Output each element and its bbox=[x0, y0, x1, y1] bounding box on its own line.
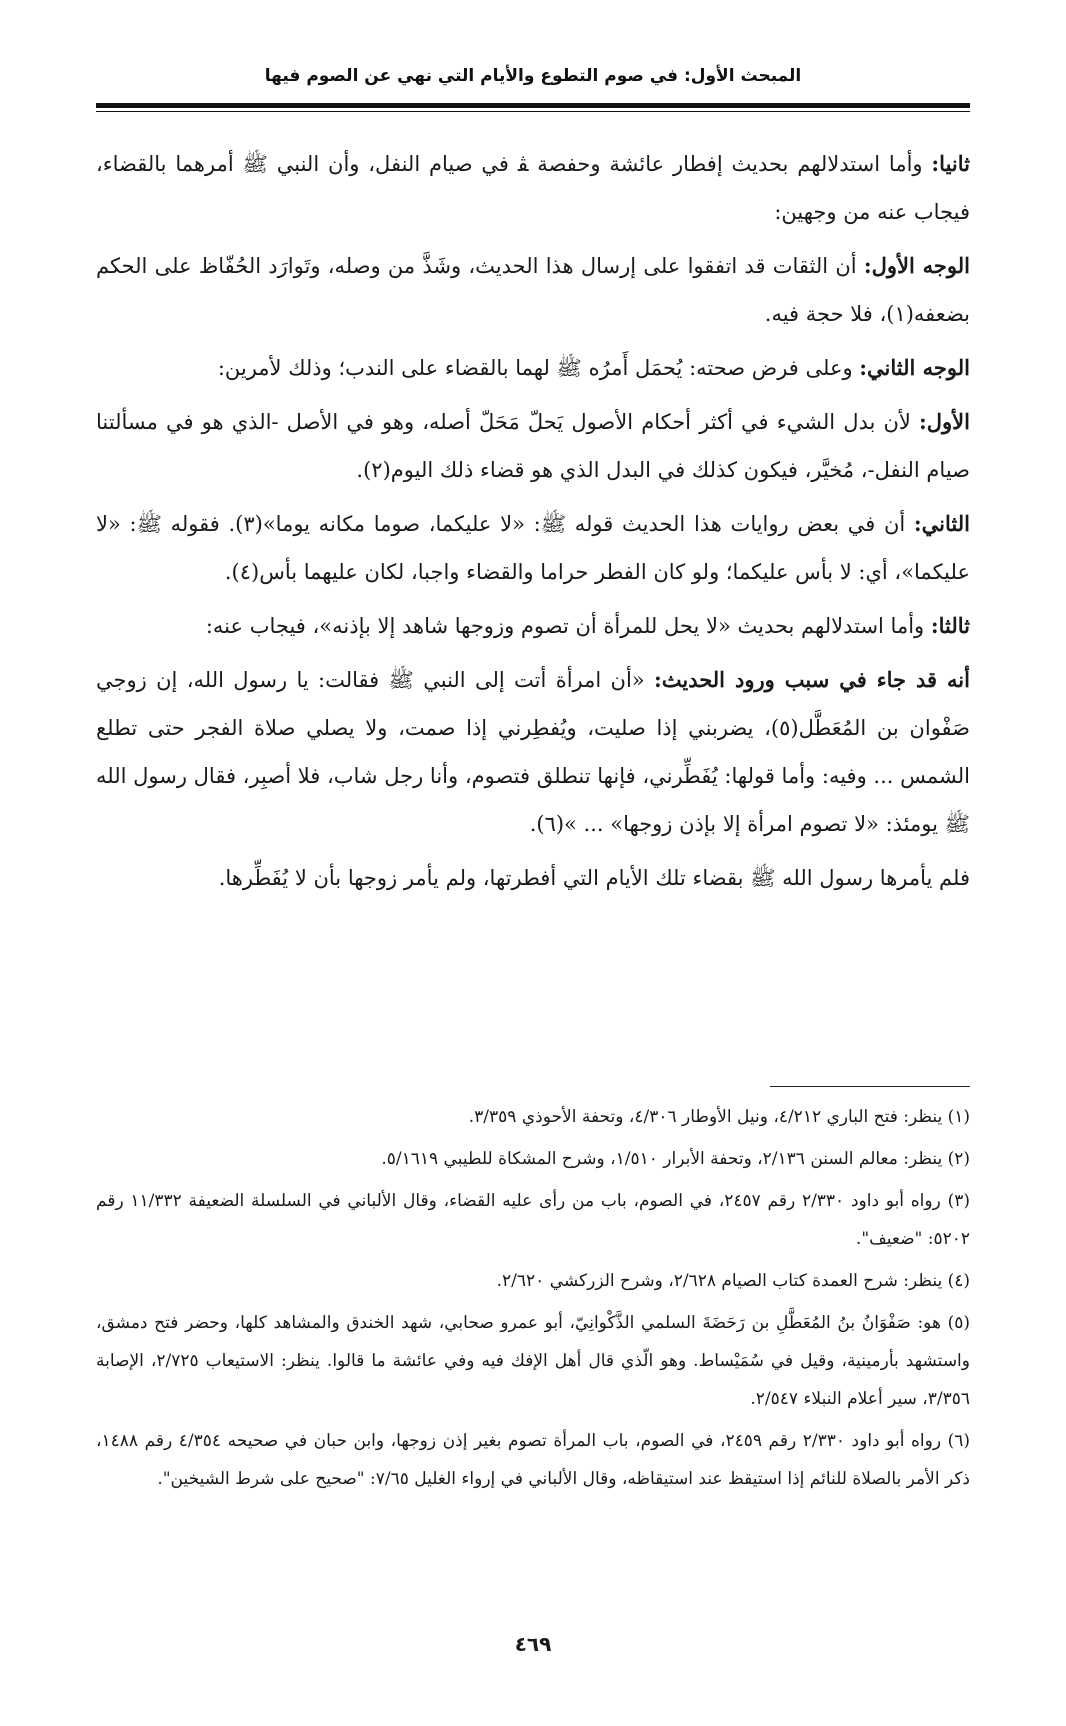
paragraph bbox=[96, 500, 970, 596]
running-header: المبحث الأول: في صوم التطوع والأيام التي نهي عن الصوم فيها bbox=[264, 66, 802, 86]
footnote: (١) ينظر: فتح الباري ٤/٢١٢، ونيل الأوطار ٤/٣٠٦، وتحفة الأحوذي ٣/٣٥٩. bbox=[468, 1107, 970, 1127]
paragraph bbox=[96, 242, 970, 338]
paragraph bbox=[96, 344, 970, 392]
paragraph-lead: ثالثا: bbox=[930, 613, 970, 638]
footnote: (٦) رواه أبو داود ٢/٣٣٠ رقم ٢٤٥٩، في الصوم، باب المرأة تصوم بغير إذن زوجها، وابن حبان في صحيحه ٤/٣٥٤ رقم ١٤٨٨، ذكر الأمر بالصلاة للنائم إذا استيقظ عند استيقاظه، وقال الألباني في إرواء الغليل ٧/٦٥: "صحيح على شرط الشيخين". bbox=[96, 1431, 970, 1489]
paragraph bbox=[96, 398, 970, 494]
main-text bbox=[96, 140, 970, 908]
footnote: (٢) ينظر: معالم السنن ٢/١٣٦، وتحفة الأبرار ١/٥١٠، وشرح المشكاة للطيبي ٥/١٦١٩. bbox=[381, 1149, 970, 1169]
paragraph-text: «أن امرأة أتت إلى النبي ﷺ فقالت: يا رسول الله، إن زوجي صَفْوان بن المُعَطَّل(٥)، يضربني إذا صليت، ويُفطِرني إذا صمت، ولا يصلي صلاة الفجر حتى تطلع الشمس ... وفيه: وأما قولها: يُفَطِّرني، فإنها تنطلق فتصوم، وأنا رجل شاب، فلا أصبِر، فقال رسول الله ﷺ يومئذ: «لا تصوم امرأة إلا بإذن زوجها» ... »(٦). bbox=[96, 668, 970, 836]
footnote-separator bbox=[770, 1086, 970, 1087]
paragraph-lead: الأول: bbox=[919, 409, 970, 434]
footnote: (٥) هو: صَفْوَانُ بنُ المُعَطَّلِ بن رَحَضَةَ السلمي الذَّكْوانِيّ، أبو عمرو صحابي، شهد الخندق والمشاهد كلها، وحضر فتح دمشق، واستشهد بأرمينية، وقيل في سُمَيْساط. وهو الّذي قال أهل الإفك فيه وفي عائشة ما قالوا. ينظر: الاستيعاب ٢/٧٢٥، الإصابة ٣/٣٥٦، سير أعلام النبلاء ٢/٥٤٧. bbox=[96, 1313, 970, 1409]
paragraph-lead: ثانيا: bbox=[931, 151, 970, 176]
paragraph-text: أن في بعض روايات هذا الحديث قوله ﷺ: «لا عليكما، صوما مكانه يوما»(٣). فقوله ﷺ: «لا عليكما»، أي: لا بأس عليكما؛ ولو كان الفطر حراما والقضاء واجبا، لكان عليهما بأس(٤). bbox=[96, 512, 970, 584]
footnote: (٣) رواه أبو داود ٢/٣٣٠ رقم ٢٤٥٧، في الصوم، باب من رأى عليه القضاء، وقال الألباني في السلسلة الضعيفة ١١/٣٣٢ رقم ٥٢٠٢: "ضعيف". bbox=[96, 1191, 970, 1249]
paragraph-text: وأما استدلالهم بحديث «لا يحل للمرأة أن تصوم وزوجها شاهد إلا بإذنه»، فيجاب عنه: bbox=[205, 614, 931, 638]
paragraph-lead: أنه قد جاء في سبب ورود الحديث: bbox=[653, 667, 970, 692]
paragraph-lead: الوجه الأول: bbox=[863, 253, 970, 278]
paragraph-text: أن الثقات قد اتفقوا على إرسال هذا الحديث، وشَذَّ من وصله، وتَوارَد الحُفّاظ على الحكم بضعفه(١)، فلا حجة فيه. bbox=[96, 254, 970, 326]
page-number: ٤٦٩ bbox=[514, 1632, 552, 1656]
paragraph bbox=[96, 854, 970, 902]
paragraph bbox=[96, 602, 970, 650]
paragraph-text: لأن بدل الشيء في أكثر أحكام الأصول يَحلّ مَحَلّ أصله، وهو في الأصل -الذي هو في مسألتنا صيام النفل-، مُخيَّر، فيكون كذلك في البدل الذي هو قضاء ذلك اليوم(٢). bbox=[96, 410, 970, 482]
paragraph-lead: الوجه الثاني: bbox=[859, 355, 970, 380]
paragraph-text: وعلى فرض صحته: يُحمَل أَمرُه ﷺ لهما بالقضاء على الندب؛ وذلك لأمرين: bbox=[217, 356, 860, 380]
footnote: (٤) ينظر: شرح العمدة كتاب الصيام ٢/٦٢٨، وشرح الزركشي ٢/٦٢٠. bbox=[496, 1271, 970, 1291]
header-rule bbox=[96, 103, 970, 108]
paragraph-lead: الثاني: bbox=[913, 511, 970, 536]
paragraph-text: وأما استدلالهم بحديث إفطار عائشة وحفصة ﭭ في صيام النفل، وأن النبي ﷺ أمرهما بالقضاء، فيجاب عنه من وجهين: bbox=[96, 152, 970, 224]
header-rule-thin bbox=[96, 111, 970, 112]
paragraph bbox=[96, 656, 970, 848]
paragraph-text: فلم يأمرها رسول الله ﷺ بقضاء تلك الأيام التي أفطرتها، ولم يأمر زوجها بأن لا يُفَطِّرها. bbox=[218, 866, 970, 890]
paragraph bbox=[96, 140, 970, 236]
footnotes bbox=[96, 1098, 970, 1502]
